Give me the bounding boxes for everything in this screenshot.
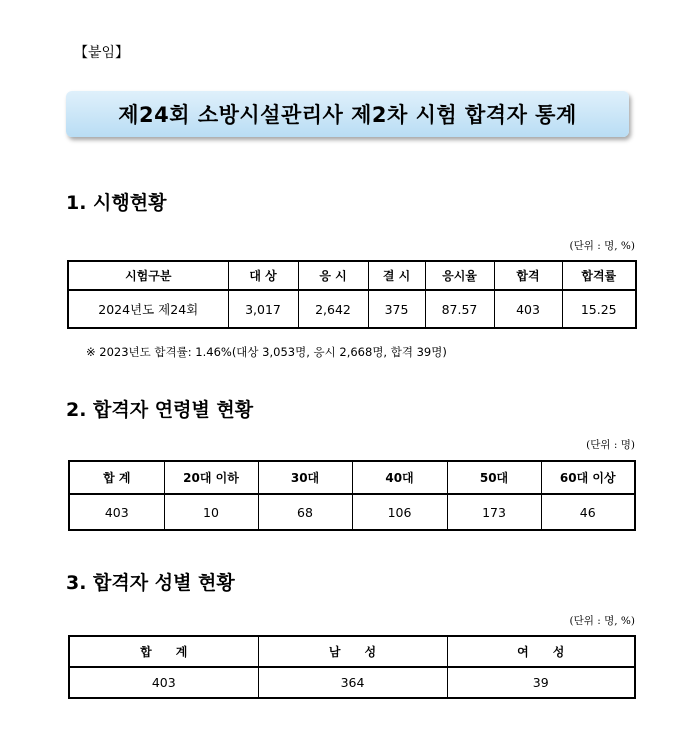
table-header-row <box>69 636 635 667</box>
header-cell: 합 계 <box>69 461 164 494</box>
header-cell: 남 성 <box>258 636 447 667</box>
table-cell: 403 <box>69 667 258 698</box>
header-cell: 결 시 <box>368 261 425 290</box>
table-row <box>69 667 635 698</box>
document-title: 제24회 소방시설관리사 제2차 시험 합격자 통계 <box>118 103 577 127</box>
header-cell: 대 상 <box>228 261 298 290</box>
header-cell: 응시율 <box>425 261 494 290</box>
header-cell: 시험구분 <box>68 261 228 290</box>
title-banner <box>66 91 629 137</box>
table-cell: 46 <box>541 494 635 530</box>
header-cell: 합격률 <box>562 261 636 290</box>
header-cell: 40대 <box>352 461 447 494</box>
header-cell: 30대 <box>258 461 352 494</box>
exam-status-table <box>67 260 637 329</box>
header-cell: 합 계 <box>69 636 258 667</box>
header-cell: 응 시 <box>298 261 368 290</box>
table-header-row <box>69 461 635 494</box>
table-row <box>69 494 635 530</box>
table-cell: 15.25 <box>562 290 636 328</box>
gender-distribution-table <box>68 635 636 699</box>
table-cell: 10 <box>164 494 258 530</box>
section1-unit: (단위 : 명, %) <box>569 240 635 252</box>
section2-heading: 2. 합격자 연령별 현황 <box>66 399 254 421</box>
table-cell: 106 <box>352 494 447 530</box>
previous-year-note: ※ 2023년도 합격률: 1.46%(대상 3,053명, 응시 2,668명, 합격 39명) <box>86 345 447 359</box>
section2-unit: (단위 : 명) <box>586 439 635 451</box>
section3-unit: (단위 : 명, %) <box>569 615 635 627</box>
header-cell: 여 성 <box>447 636 635 667</box>
table-cell: 403 <box>69 494 164 530</box>
table-cell: 173 <box>447 494 541 530</box>
table-cell: 39 <box>447 667 635 698</box>
table-header-row <box>68 261 636 290</box>
table-cell: 364 <box>258 667 447 698</box>
section1-heading: 1. 시행현황 <box>66 192 167 214</box>
header-cell: 합격 <box>494 261 562 290</box>
section3-heading: 3. 합격자 성별 현황 <box>66 572 235 594</box>
table-cell: 375 <box>368 290 425 328</box>
table-cell: 3,017 <box>228 290 298 328</box>
attachment-label: 【붙임】 <box>74 45 130 61</box>
age-distribution-table <box>68 460 636 531</box>
header-cell: 20대 이하 <box>164 461 258 494</box>
header-cell: 50대 <box>447 461 541 494</box>
table-cell: 2024년도 제24회 <box>68 290 228 328</box>
table-cell: 2,642 <box>298 290 368 328</box>
table-cell: 87.57 <box>425 290 494 328</box>
table-cell: 68 <box>258 494 352 530</box>
table-row <box>68 290 636 328</box>
header-cell: 60대 이상 <box>541 461 635 494</box>
table-cell: 403 <box>494 290 562 328</box>
